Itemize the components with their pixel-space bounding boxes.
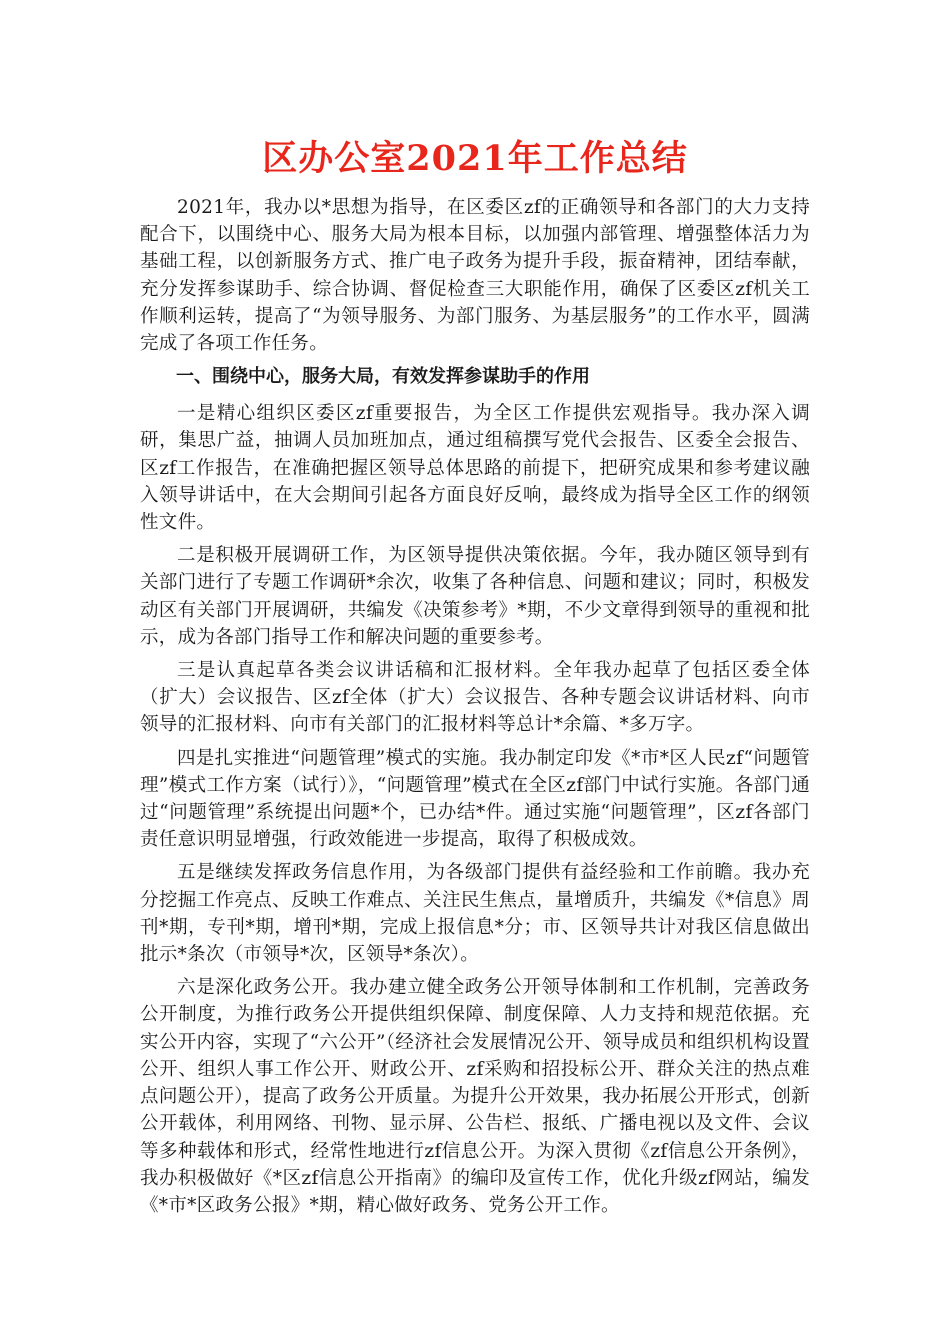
paragraph-5: 五是继续发挥政务信息作用，为各级部门提供有益经验和工作前瞻。我办充分挖掘工作亮点、反映工作难点、关注民生焦点，量增质升，共编发《*信息》周刊*期，专刊*期，增刊*期，完成上报信息*分；市、区领导共计对我区信息做出批示*条次（市领导*次，区领导*条次）。 [140, 862, 810, 966]
paragraph-3: 三是认真起草各类会议讲话稿和汇报材料。全年我办起草了包括区委全体（扩大）会议报告、区zf全体（扩大）会议报告、各种专题会议讲话材料、向市领导的汇报材料、向市有关部门的汇报材料等总计*余篇、*多万字。 [140, 660, 810, 736]
paragraph-2: 二是积极开展调研工作，为区领导提供决策依据。今年，我办随区领导到有关部门进行了专题工作调研*余次，收集了各种信息、问题和建议；同时，积极发动区有关部门开展调研，共编发《决策参考》*期，不少文章得到领导的重视和批示，成为各部门指导工作和解决问题的重要参考。 [140, 545, 810, 648]
document-title: 区办公室2021年工作总结 [262, 138, 688, 179]
paragraph-4: 四是扎实推进“问题管理”模式的实施。我办制定印发《*市*区人民zf“问题管理”模式工作方案（试行）》，“问题管理”模式在全区zf部门中试行实施。各部门通过“问题管理”系统提出问题*个，已办结*件。通过实施“问题管理”，区zf各部门责任意识明显增强，行政效能进一步提高，取得了积极成效。 [140, 747, 810, 851]
intro-paragraph: 2021年，我办以*思想为指导，在区委区zf的正确领导和各部门的大力支持配合下，以围绕中心、服务大局为根本目标，以加强内部管理、增强整体活力为基础工程，以创新服务方式、推广电子政务为提升手段，振奋精神，团结奉献，充分发挥参谋助手、综合协调、督促检查三大职能作用，确保了区委区zf机关工作顺利运转，提高了“为领导服务、为部门服务、为基层服务”的工作水平，圆满完成了各项工作任务。 [140, 197, 810, 355]
paragraph-1: 一是精心组织区委区zf重要报告，为全区工作提供宏观指导。我办深入调研，集思广益，抽调人员加班加点，通过组稿撰写党代会报告、区委全会报告、区zf工作报告，在准确把握区领导总体思路的前提下，把研究成果和参考建议融入领导讲话中，在大会期间引起各方面良好反响，最终成为指导全区工作的纲领性文件。 [140, 403, 810, 534]
section-heading: 一、围绕中心，服务大局，有效发挥参谋助手的作用 [176, 366, 590, 388]
paragraph-6: 六是深化政务公开。我办建立健全政务公开领导体制和工作机制，完善政务公开制度，为推行政务公开提供组织保障、制度保障、人力支持和规范依据。充实公开内容，实现了“六公开”（经济社会发展情况公开、领导成员和组织机构设置公开、组织人事工作公开、财政公开、zf采购和招投标公开、群众关注的热点难点问题公开），提高了政务公开质量。为提升公开效果，我办拓展公开形式，创新公开载体，利用网络、刊物、显示屏、公告栏、报纸、广播电视以及文件、会议等多种载体和形式，经常性地进行zf信息公开。为深入贯彻《zf信息公开条例》，我办积极做好《*区zf信息公开指南》的编印及宣传工作，优化升级zf网站，编发《*市*区政务公报》*期，精心做好政务、党务公开工作。 [140, 977, 810, 1216]
